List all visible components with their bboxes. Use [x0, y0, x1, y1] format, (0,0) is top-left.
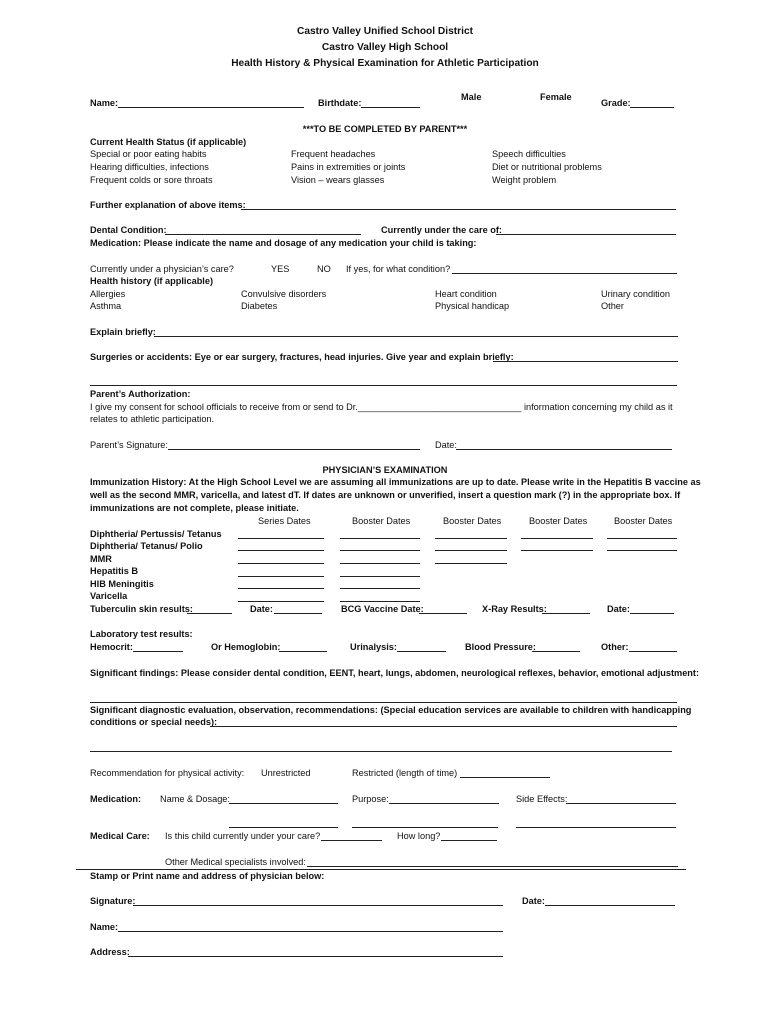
condition-item: Pains in extremities or joints [291, 162, 406, 172]
other-label: Other: [601, 642, 629, 652]
immunization-date-field[interactable] [340, 563, 420, 564]
immunization-date-field[interactable] [340, 550, 420, 551]
immunization-date-field[interactable] [238, 550, 324, 551]
xray-date-field[interactable] [630, 613, 674, 614]
history-item: Diabetes [241, 301, 278, 311]
immunization-date-field[interactable] [435, 550, 507, 551]
immunization-date-field[interactable] [607, 550, 677, 551]
hemoglobin-field[interactable] [279, 651, 327, 652]
blood-pressure-label: Blood Pressure: [465, 642, 536, 652]
diagnostic-field[interactable] [210, 726, 677, 727]
xray-date-label: Date: [607, 604, 630, 614]
section-divider [76, 869, 686, 870]
immunization-date-field[interactable] [435, 563, 507, 564]
history-item: Urinary condition [601, 289, 670, 299]
unrestricted-option[interactable]: Unrestricted [261, 768, 311, 778]
urinalysis-label: Urinalysis: [350, 642, 397, 652]
immunization-date-field[interactable] [238, 576, 324, 577]
no-option[interactable]: NO [317, 264, 331, 274]
hemocrit-field[interactable] [133, 651, 183, 652]
bcg-label: BCG Vaccine Date: [341, 604, 424, 614]
how-long-label: How long? [397, 831, 441, 841]
history-item: Heart condition [435, 289, 497, 299]
other-field[interactable] [629, 651, 677, 652]
column-head-booster: Booster Dates [352, 516, 411, 526]
bcg-field[interactable] [419, 613, 467, 614]
health-history-heading: Health history (if applicable) [90, 276, 214, 286]
name-dosage-field-2[interactable] [229, 827, 338, 828]
immunization-text: Immunization History: At the High School Level we are assuming all immunizations are up to date. Please write in the Hepatitis B vaccine as [90, 477, 701, 487]
surgeries-field-2[interactable] [90, 385, 677, 386]
name-label: Name: [90, 98, 119, 108]
name-dosage-field[interactable] [229, 803, 338, 804]
column-head-booster: Booster Dates [443, 516, 502, 526]
dental-label: Dental Condition: [90, 225, 167, 235]
authorization-heading: Parent’s Authorization: [90, 389, 191, 399]
physician-address-label: Address: [90, 947, 130, 957]
condition-item: Special or poor eating habits [90, 149, 207, 159]
column-head-booster: Booster Dates [529, 516, 588, 526]
medical-care-label: Medical Care: [90, 831, 150, 841]
if-yes-field[interactable] [452, 273, 677, 274]
urinalysis-field[interactable] [397, 651, 446, 652]
parent-banner: ***TO BE COMPLETED BY PARENT*** [302, 124, 468, 134]
physician-name-label: Name: [90, 922, 119, 932]
immunization-date-field[interactable] [238, 588, 324, 589]
condition-item: Speech difficulties [492, 149, 566, 159]
history-item: Other [601, 301, 624, 311]
tuberculin-field[interactable] [187, 613, 232, 614]
male-option[interactable]: Male [461, 92, 482, 102]
immunization-text-2: well as the second MMR, varicella, and latest dT. If dates are unknown or unverified, insert a question mark (?) in the appropriate box. If [90, 490, 681, 500]
name-dosage-label: Name & Dosage: [160, 794, 230, 804]
physician-date-field[interactable] [545, 905, 675, 906]
authorization-text-2: relates to athletic participation. [90, 414, 215, 424]
explain-field[interactable] [154, 336, 678, 337]
under-care-label: Currently under the care of: [381, 225, 502, 235]
birthdate-label: Birthdate: [318, 98, 362, 108]
immunization-date-field[interactable] [238, 563, 324, 564]
blood-pressure-field[interactable] [532, 651, 580, 652]
column-head-series: Series Dates [258, 516, 311, 526]
school-title: Castro Valley High School [321, 42, 449, 53]
diagnostic-label-2: conditions or special needs): [90, 717, 218, 727]
specialists-field[interactable] [307, 866, 678, 867]
immunization-date-field[interactable] [521, 550, 593, 551]
form-title: Health History & Physical Examination for Athletic Participation [231, 58, 539, 69]
condition-item: Frequent colds or sore throats [90, 175, 213, 185]
xray-label: X-Ray Results: [482, 604, 547, 614]
physician-care-question: Currently under a physician’s care? [90, 264, 234, 274]
restricted-option[interactable]: Restricted (length of time) [352, 768, 458, 778]
xray-field[interactable] [542, 613, 590, 614]
purpose-field[interactable] [389, 803, 499, 804]
physician-date-label: Date: [522, 896, 545, 906]
diagnostic-label: Significant diagnostic evaluation, observation, recommendations: (Special education services are available to children with handicapping [90, 705, 692, 715]
medication-question: Medication: Please indicate the name and dosage of any medication your child is taking: [90, 238, 477, 248]
significant-findings-field[interactable] [90, 702, 677, 703]
physician-signature-label: Signature: [90, 896, 136, 906]
authorization-text: I give my consent for school officials to receive from or send to Dr.________________________________ information concerning my child as it [90, 402, 673, 412]
side-effects-label: Side Effects: [516, 794, 568, 804]
restricted-length-field[interactable] [460, 777, 550, 778]
dental-field[interactable] [165, 234, 361, 235]
purpose-label: Purpose: [352, 794, 389, 804]
parent-date-field[interactable] [456, 449, 672, 450]
how-long-field[interactable] [441, 840, 497, 841]
further-explanation-label: Further explanation of above items: [90, 200, 246, 210]
hemoglobin-label: Or Hemoglobin: [211, 642, 281, 652]
under-care-field[interactable] [496, 234, 676, 235]
vaccine-label: MMR [90, 554, 112, 564]
immunization-date-field[interactable] [238, 538, 324, 539]
parent-date-label: Date: [435, 440, 457, 450]
tb-date-field[interactable] [274, 613, 322, 614]
female-option[interactable]: Female [540, 92, 572, 102]
name-field[interactable] [118, 107, 304, 108]
physician-signature-field[interactable] [133, 905, 503, 906]
condition-item: Vision – wears glasses [291, 175, 385, 185]
tuberculin-label: Tuberculin skin results: [90, 604, 193, 614]
vaccine-label: Diphtheria/ Tetanus/ Polio [90, 541, 203, 551]
explain-label: Explain briefly: [90, 327, 156, 337]
condition-item: Frequent headaches [291, 149, 376, 159]
side-effects-field[interactable] [566, 803, 676, 804]
parent-signature-field[interactable] [168, 449, 420, 450]
further-explanation-field[interactable] [241, 209, 676, 210]
care-question: Is this child currently under your care? [165, 831, 321, 841]
physician-address-field[interactable] [128, 956, 503, 957]
immunization-date-field[interactable] [521, 538, 593, 539]
side-effects-field-2[interactable] [516, 827, 676, 828]
specialists-label: Other Medical specialists involved: [165, 857, 306, 867]
immunization-date-field[interactable] [340, 538, 420, 539]
significant-findings-label: Significant findings: Please consider dental condition, EENT, heart, lungs, abdomen, neurological reflexes, behavior, emotional adjustment: [90, 668, 700, 678]
physician-title: PHYSICIAN’S EXAMINATION [322, 465, 448, 475]
district-title: Castro Valley Unified School District [296, 26, 474, 37]
surgeries-field[interactable] [493, 361, 678, 362]
vaccine-label: HIB Meningitis [90, 579, 154, 589]
column-head-booster: Booster Dates [614, 516, 673, 526]
history-item: Physical handicap [435, 301, 510, 311]
condition-item: Diet or nutritional problems [492, 162, 602, 172]
medication-label: Medication: [90, 794, 142, 804]
birthdate-field[interactable] [361, 107, 420, 108]
purpose-field-2[interactable] [352, 827, 498, 828]
vaccine-label: Hepatitis B [90, 566, 138, 576]
if-yes-label: If yes, for what condition? [346, 264, 451, 274]
care-question-field[interactable] [321, 840, 382, 841]
tb-date-label: Date: [250, 604, 273, 614]
vaccine-label: Varicella [90, 591, 128, 601]
condition-item: Weight problem [492, 175, 557, 185]
current-status-heading: Current Health Status (if applicable) [90, 137, 247, 147]
vaccine-label: Diphtheria/ Pertussis/ Tetanus [90, 529, 222, 539]
immunization-date-field[interactable] [435, 538, 507, 539]
grade-label: Grade: [601, 98, 631, 108]
activity-label: Recommendation for physical activity: [90, 768, 245, 778]
grade-field[interactable] [630, 107, 674, 108]
lab-heading: Laboratory test results: [90, 629, 193, 639]
immunization-text-3: immunizations are not complete, please initiate. [90, 503, 299, 513]
condition-item: Hearing difficulties, infections [90, 162, 209, 172]
immunization-date-field[interactable] [238, 601, 324, 602]
stamp-label: Stamp or Print name and address of physician below: [90, 871, 325, 881]
immunization-date-field[interactable] [607, 538, 677, 539]
hemocrit-label: Hemocrit: [90, 642, 133, 652]
immunization-date-field[interactable] [340, 601, 420, 602]
physician-name-field[interactable] [118, 931, 503, 932]
parent-signature-label: Parent’s Signature: [90, 440, 168, 450]
yes-option[interactable]: YES [271, 264, 290, 274]
history-item: Allergies [90, 289, 126, 299]
diagnostic-field-2[interactable] [90, 751, 672, 752]
history-item: Convulsive disorders [241, 289, 327, 299]
surgeries-label: Surgeries or accidents: Eye or ear surgery, fractures, head injuries. Give year and explain briefly: [90, 352, 514, 362]
immunization-date-field[interactable] [340, 576, 420, 577]
immunization-date-field[interactable] [340, 588, 420, 589]
history-item: Asthma [90, 301, 122, 311]
